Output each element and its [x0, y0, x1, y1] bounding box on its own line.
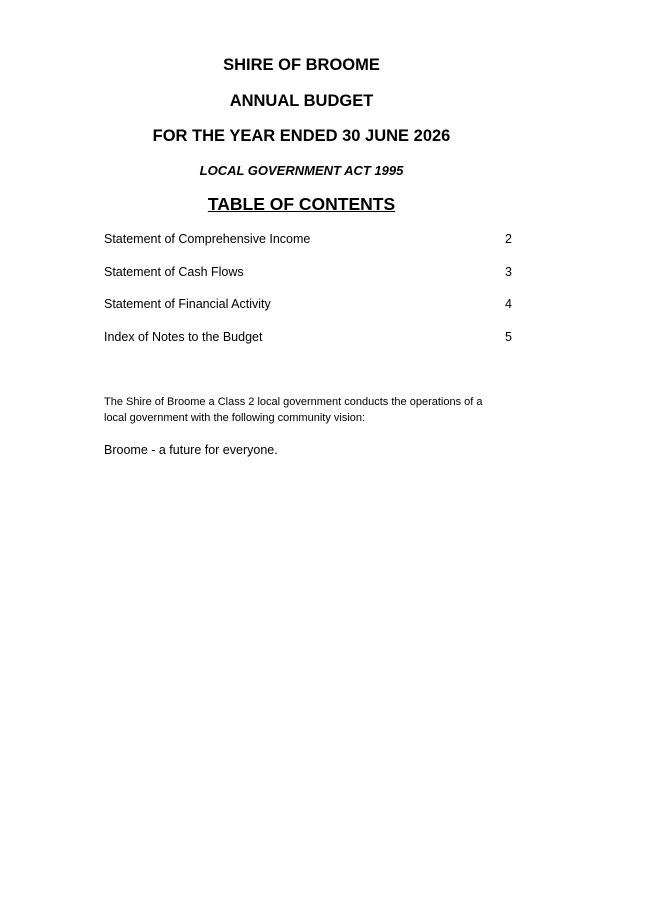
- toc-item[interactable]: [104, 231, 512, 264]
- document-title: ANNUAL BUDGET: [229, 92, 374, 110]
- toc-item-label: Statement of Cash Flows: [104, 264, 244, 279]
- toc-item-page: 3: [505, 264, 512, 279]
- toc-heading: TABLE OF CONTENTS: [207, 194, 396, 214]
- toc-item-label: Statement of Financial Activity: [104, 297, 271, 311]
- toc-item-label: Statement of Comprehensive Income: [104, 232, 311, 246]
- community-vision: Broome - a future for everyone.: [104, 443, 278, 457]
- act-subtitle: LOCAL GOVERNMENT ACT 1995: [199, 163, 404, 178]
- toc-item[interactable]: [104, 296, 512, 329]
- period-title: FOR THE YEAR ENDED 30 JUNE 2026: [152, 127, 451, 145]
- toc-item-label: Index of Notes to the Budget: [104, 329, 263, 344]
- toc-item-page: 5: [505, 329, 512, 344]
- entity-title: SHIRE OF BROOME: [223, 56, 380, 74]
- intro-paragraph: The Shire of Broome a Class 2 local government conducts the operations of a local government with the following community vision:: [104, 396, 483, 424]
- toc-item-page: 2: [505, 232, 512, 246]
- toc-item[interactable]: [104, 329, 512, 362]
- toc-item[interactable]: [104, 264, 512, 297]
- toc-list: [104, 231, 512, 361]
- toc-item-page: 4: [505, 297, 512, 311]
